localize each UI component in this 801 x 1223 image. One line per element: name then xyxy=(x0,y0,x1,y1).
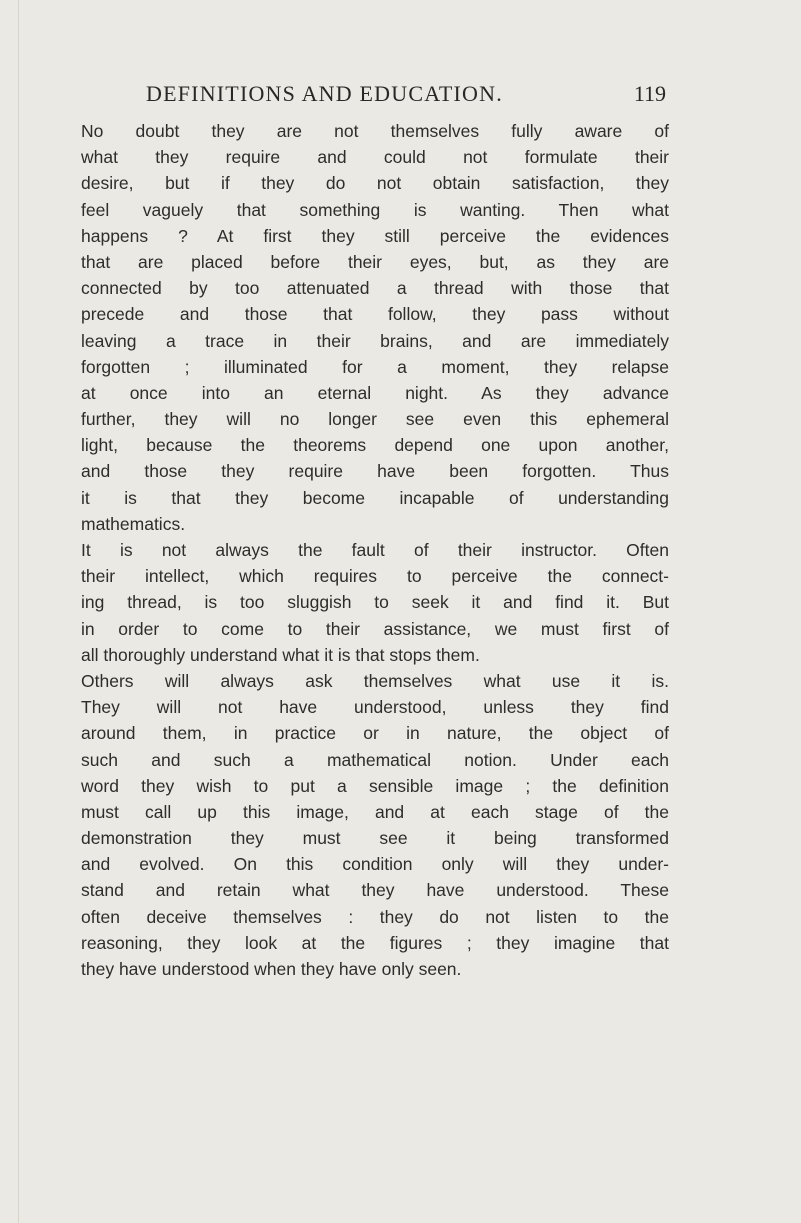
text-line: what they require and could not formulate their xyxy=(81,147,669,168)
text-line: They will not have understood, unless they find xyxy=(81,697,669,718)
text-line: and evolved. On this condition only will they under- xyxy=(81,854,669,875)
text-line: It is not always the fault of their instructor. Often xyxy=(81,540,669,560)
text-line: further, they will no longer see even this ephemeral xyxy=(81,409,669,430)
text-line: their intellect, which requires to perceive the connect- xyxy=(81,566,669,587)
page-header xyxy=(146,80,666,116)
text-line: light, because the theorems depend one upon another, xyxy=(81,435,669,456)
text-line: it is that they become incapable of understanding xyxy=(81,487,669,508)
page-number: 119 xyxy=(633,81,666,106)
running-head: DEFINITIONS AND EDUCATION. xyxy=(146,81,503,106)
text-line: all thoroughly understand what it is that stops them. xyxy=(81,644,480,665)
text-line: feel vaguely that something is wanting. Then what xyxy=(81,199,669,220)
text-line: often deceive themselves : they do not listen to the xyxy=(81,906,669,927)
text-line: demonstration they must see it being transformed xyxy=(81,828,669,849)
text-line: reasoning, they look at the figures ; they imagine that xyxy=(81,932,669,953)
text-line: around them, in practice or in nature, the object of xyxy=(81,723,669,744)
text-line: forgotten ; illuminated for a moment, they relapse xyxy=(81,356,669,377)
text-line: such and such a mathematical notion. Under each xyxy=(81,749,669,770)
text-line: in order to come to their assistance, we must first of xyxy=(81,618,669,639)
text-line: that are placed before their eyes, but, as they are xyxy=(81,251,669,272)
text-line: happens ? At first they still perceive the evidences xyxy=(81,225,669,246)
text-line: leaving a trace in their brains, and are immediately xyxy=(81,330,669,351)
text-line: Others will always ask themselves what use it is. xyxy=(81,670,669,691)
text-line: they have understood when they have only seen. xyxy=(81,959,462,979)
text-line: and those they require have been forgotten. Thus xyxy=(81,461,669,482)
text-line: mathematics. xyxy=(81,513,186,534)
text-line: desire, but if they do not obtain satisfaction, they xyxy=(81,173,669,194)
text-line: precede and those that follow, they pass without xyxy=(81,304,669,325)
text-line: No doubt they are not themselves fully aware of xyxy=(81,121,669,141)
body-text xyxy=(81,118,669,982)
text-line: connected by too attenuated a thread with those that xyxy=(81,278,669,299)
page-gutter-line xyxy=(18,0,19,1223)
text-line: stand and retain what they have understood. These xyxy=(81,880,669,901)
text-line: word they wish to put a sensible image ; the definition xyxy=(81,775,669,796)
text-line: ing thread, is too sluggish to seek it and find it. But xyxy=(81,592,669,613)
text-line: must call up this image, and at each stage of the xyxy=(81,801,669,822)
text-line: at once into an eternal night. As they advance xyxy=(81,382,669,403)
